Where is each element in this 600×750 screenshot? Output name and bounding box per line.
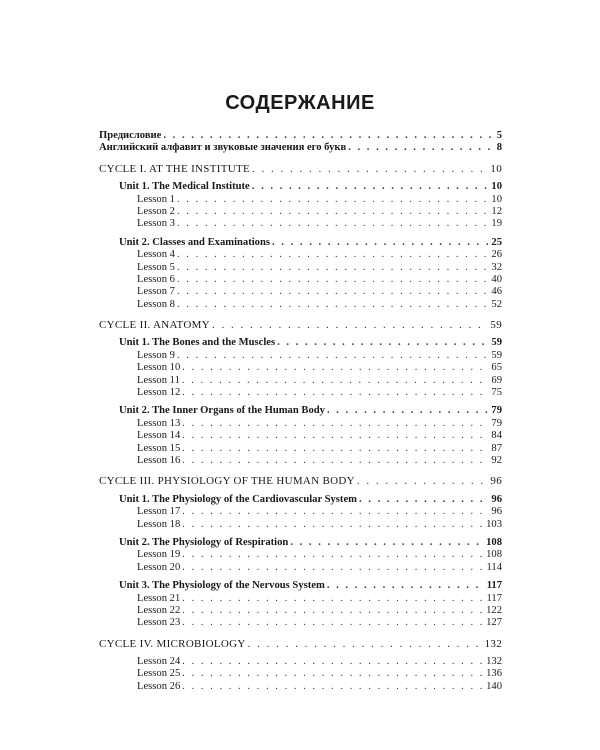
dot-leader bbox=[182, 681, 484, 693]
toc-entry-page-number: 103 bbox=[486, 518, 502, 530]
dot-leader bbox=[163, 130, 494, 142]
toc-entry-page-number: 40 bbox=[491, 273, 502, 285]
toc-entry-unit[interactable] bbox=[99, 580, 502, 592]
toc-entry-label: CYCLE IV. MICROBIOLOGY bbox=[99, 637, 246, 650]
toc-spacer bbox=[99, 155, 502, 163]
toc-entry-label: Lesson 7 bbox=[137, 286, 175, 298]
dot-leader bbox=[177, 206, 489, 218]
toc-entry-lesson[interactable] bbox=[99, 668, 502, 680]
dot-leader bbox=[182, 506, 489, 518]
toc-entry-page-number: 32 bbox=[491, 261, 502, 273]
dot-leader bbox=[327, 405, 489, 417]
toc-entry-cycle[interactable] bbox=[99, 475, 502, 487]
dot-leader bbox=[182, 455, 489, 467]
toc-entry-page-number: 87 bbox=[491, 442, 502, 454]
toc-entry-label: Lesson 25 bbox=[137, 668, 181, 680]
dot-leader bbox=[177, 286, 489, 298]
toc-entry-label: Unit 1. The Physiology of the Cardiovascular System bbox=[119, 493, 357, 505]
toc-entry-label: Lesson 16 bbox=[137, 454, 181, 466]
toc-entry-unit[interactable] bbox=[99, 237, 502, 249]
toc-entry-lesson[interactable] bbox=[99, 418, 502, 430]
toc-entry-lesson[interactable] bbox=[99, 455, 502, 467]
toc-entry-label: Lesson 6 bbox=[137, 273, 175, 285]
dot-leader bbox=[182, 430, 489, 442]
dot-leader bbox=[248, 638, 483, 650]
toc-entry-page-number: 122 bbox=[486, 604, 502, 616]
toc-entry-label: Lesson 26 bbox=[137, 680, 181, 692]
toc-entry-lesson[interactable] bbox=[99, 681, 502, 693]
dot-leader bbox=[182, 617, 484, 629]
toc-entry-label: Lesson 20 bbox=[137, 561, 181, 573]
toc-spacer bbox=[99, 630, 502, 638]
dot-leader bbox=[177, 299, 489, 311]
page-title: СОДЕРЖАНИЕ bbox=[225, 92, 375, 114]
toc-entry-label: Lesson 19 bbox=[137, 549, 181, 561]
toc-entry-label: Unit 1. The Medical Institute bbox=[119, 181, 250, 193]
toc-entry-page-number: 114 bbox=[486, 561, 502, 573]
toc-entry-label: Lesson 4 bbox=[137, 249, 175, 261]
dot-leader bbox=[182, 362, 489, 374]
dot-leader bbox=[327, 580, 485, 592]
toc-entry-label: Английский алфавит и звуковые значения его букв bbox=[99, 142, 347, 154]
toc-entry-page-number: 96 bbox=[491, 506, 502, 518]
toc-entry-lesson[interactable] bbox=[99, 562, 502, 574]
toc-entry-lesson[interactable] bbox=[99, 194, 502, 206]
toc-entry-lesson[interactable] bbox=[99, 605, 502, 617]
toc-entry-page-number: 108 bbox=[486, 536, 502, 548]
toc-entry-label: Lesson 18 bbox=[137, 518, 181, 530]
toc-entry-label: Lesson 13 bbox=[137, 417, 181, 429]
toc-entry-bold[interactable] bbox=[99, 142, 502, 154]
dot-leader bbox=[212, 319, 488, 331]
toc-entry-page-number: 117 bbox=[486, 580, 502, 592]
toc-entry-label: CYCLE I. AT THE INSTITUTE bbox=[99, 162, 250, 175]
toc-entry-page-number: 117 bbox=[486, 592, 502, 604]
toc-entry-unit[interactable] bbox=[99, 181, 502, 193]
toc-entry-lesson[interactable] bbox=[99, 362, 502, 374]
toc-entry-page-number: 10 bbox=[490, 162, 502, 175]
toc-entry-label: Unit 2. The Physiology of Respiration bbox=[119, 536, 289, 548]
dot-leader bbox=[182, 375, 490, 387]
dot-leader bbox=[177, 194, 489, 206]
toc-entry-unit[interactable] bbox=[99, 337, 502, 349]
dot-leader bbox=[182, 656, 484, 668]
toc-entry-label: Lesson 14 bbox=[137, 430, 181, 442]
toc-entry-label: Lesson 5 bbox=[137, 261, 175, 273]
toc-entry-bold[interactable] bbox=[99, 130, 502, 142]
toc-entry-page-number: 59 bbox=[491, 349, 502, 361]
toc-entry-lesson[interactable] bbox=[99, 549, 502, 561]
toc-entry-page-number: 8 bbox=[496, 142, 502, 154]
toc-entry-page-number: 59 bbox=[490, 319, 502, 332]
toc-entry-lesson[interactable] bbox=[99, 299, 502, 311]
toc-entry-cycle[interactable] bbox=[99, 163, 502, 175]
toc-entry-page-number: 96 bbox=[491, 493, 502, 505]
toc-entry-label: Lesson 12 bbox=[137, 387, 181, 399]
toc-entry-page-number: 52 bbox=[491, 298, 502, 310]
toc-entry-page-number: 96 bbox=[490, 475, 502, 488]
toc-entry-page-number: 108 bbox=[486, 549, 502, 561]
toc-entry-unit[interactable] bbox=[99, 405, 502, 417]
toc-entry-page-number: 19 bbox=[491, 218, 502, 230]
toc-entry-label: Lesson 24 bbox=[137, 656, 181, 668]
toc-entry-label: Предисловие bbox=[99, 130, 162, 141]
toc-entry-lesson[interactable] bbox=[99, 656, 502, 668]
dot-leader bbox=[182, 668, 484, 680]
dot-leader bbox=[182, 549, 484, 561]
dot-leader bbox=[348, 142, 495, 154]
toc-entry-label: Lesson 15 bbox=[137, 442, 181, 454]
dot-leader bbox=[177, 274, 489, 286]
toc-entry-label: Lesson 8 bbox=[137, 298, 175, 310]
toc-entry-lesson[interactable] bbox=[99, 206, 502, 218]
dot-leader bbox=[359, 494, 489, 506]
dot-leader bbox=[177, 262, 489, 274]
toc-entry-page-number: 65 bbox=[491, 362, 502, 374]
toc-entry-page-number: 132 bbox=[486, 656, 502, 668]
toc-entry-page-number: 46 bbox=[491, 286, 502, 298]
toc-spacer bbox=[99, 467, 502, 475]
toc-entry-label: Lesson 23 bbox=[137, 617, 181, 629]
toc-entry-lesson[interactable] bbox=[99, 443, 502, 455]
toc-entry-label: CYCLE II. ANATOMY bbox=[99, 319, 210, 332]
toc-entry-lesson[interactable] bbox=[99, 519, 502, 531]
toc-entry-lesson[interactable] bbox=[99, 218, 502, 230]
toc-entry-label: Lesson 22 bbox=[137, 604, 181, 616]
toc-entry-page-number: 10 bbox=[491, 181, 502, 193]
toc-entry-page-number: 10 bbox=[491, 193, 502, 205]
toc-entry-lesson[interactable] bbox=[99, 375, 502, 387]
toc-entry-unit[interactable] bbox=[99, 494, 502, 506]
toc-entry-lesson[interactable] bbox=[99, 430, 502, 442]
toc-entry-label: Lesson 17 bbox=[137, 506, 181, 518]
toc-entry-label: Unit 1. The Bones and the Muscles bbox=[119, 337, 276, 349]
toc-entry-label: Unit 2. Classes and Examinations bbox=[119, 236, 270, 248]
dot-leader bbox=[182, 387, 489, 399]
toc-entry-lesson[interactable] bbox=[99, 274, 502, 286]
toc-entry-lesson[interactable] bbox=[99, 387, 502, 399]
toc-entry-page-number: 79 bbox=[491, 405, 502, 417]
dot-leader bbox=[177, 350, 489, 362]
toc-entry-lesson[interactable] bbox=[99, 286, 502, 298]
toc-entry-page-number: 140 bbox=[486, 680, 502, 692]
toc-entry-label: Lesson 3 bbox=[137, 218, 175, 230]
toc-entry-page-number: 132 bbox=[484, 637, 502, 650]
dot-leader bbox=[290, 537, 484, 549]
toc-entry-page-number: 5 bbox=[496, 130, 502, 141]
dot-leader bbox=[182, 519, 484, 531]
toc-entry-page-number: 92 bbox=[491, 454, 502, 466]
dot-leader bbox=[277, 337, 489, 349]
dot-leader bbox=[252, 163, 488, 175]
toc-entry-label: Lesson 9 bbox=[137, 349, 175, 361]
dot-leader bbox=[182, 562, 484, 574]
toc-entry-page-number: 75 bbox=[491, 387, 502, 399]
toc-entry-label: Lesson 11 bbox=[137, 374, 180, 386]
dot-leader bbox=[182, 605, 484, 617]
toc-entry-page-number: 127 bbox=[486, 617, 502, 629]
toc-entry-lesson[interactable] bbox=[99, 350, 502, 362]
dot-leader bbox=[177, 249, 489, 261]
dot-leader bbox=[252, 181, 490, 193]
toc-entry-label: Unit 2. The Inner Organs of the Human Body bbox=[119, 405, 325, 417]
dot-leader bbox=[182, 418, 489, 430]
toc-entry-label: Lesson 2 bbox=[137, 205, 175, 217]
dot-leader bbox=[182, 443, 489, 455]
toc-entry-page-number: 25 bbox=[491, 236, 502, 248]
dot-leader bbox=[182, 593, 484, 605]
toc-entry-page-number: 69 bbox=[491, 374, 502, 386]
toc-entry-page-number: 12 bbox=[491, 205, 502, 217]
toc-spacer bbox=[99, 311, 502, 319]
toc-entry-lesson[interactable] bbox=[99, 593, 502, 605]
toc-entry-lesson[interactable] bbox=[99, 617, 502, 629]
toc-entry-page-number: 26 bbox=[491, 249, 502, 261]
toc-entry-page-number: 136 bbox=[486, 668, 502, 680]
toc-entry-page-number: 79 bbox=[491, 417, 502, 429]
toc-entry-cycle[interactable] bbox=[99, 319, 502, 331]
toc-entry-lesson[interactable] bbox=[99, 506, 502, 518]
toc-entry-cycle[interactable] bbox=[99, 638, 502, 650]
toc-entry-label: Lesson 1 bbox=[137, 193, 175, 205]
toc-entry-lesson[interactable] bbox=[99, 249, 502, 261]
dot-leader bbox=[177, 218, 489, 230]
toc-entry-label: Lesson 21 bbox=[137, 592, 181, 604]
toc-entry-lesson[interactable] bbox=[99, 262, 502, 274]
toc-entry-unit[interactable] bbox=[99, 537, 502, 549]
toc-entry-label: CYCLE III. PHYSIOLOGY OF THE HUMAN BODY bbox=[99, 475, 355, 488]
toc-entry-page-number: 84 bbox=[491, 430, 502, 442]
dot-leader bbox=[357, 475, 489, 487]
toc-entry-label: Unit 3. The Physiology of the Nervous System bbox=[119, 580, 325, 592]
toc-entry-label: Lesson 10 bbox=[137, 362, 181, 374]
table-of-contents bbox=[99, 130, 502, 693]
dot-leader bbox=[272, 237, 489, 249]
toc-entry-page-number: 59 bbox=[491, 337, 502, 349]
